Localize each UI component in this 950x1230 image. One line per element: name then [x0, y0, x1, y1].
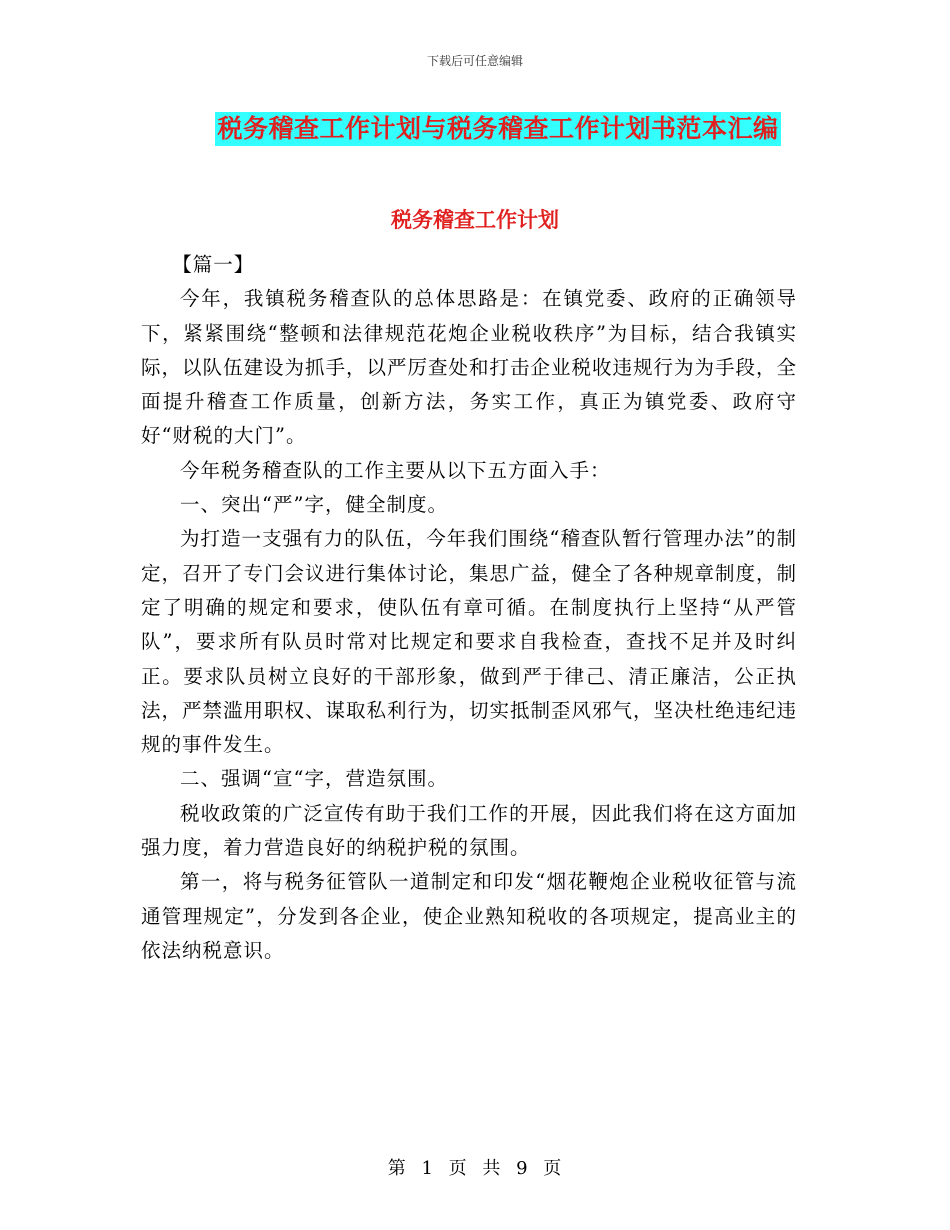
paragraph: 第一，将与税务征管队一道制定和印发“烟花鞭炮企业税收征管与流通管理规定”，分发到各企业，使企业熟知税收的各项规定，提高业主的依法纳税意识。: [141, 870, 797, 962]
page-footer: [0, 1154, 950, 1180]
header-note: 下载后可任意编辑: [426, 54, 523, 68]
paragraph: 今年税务稽查队的工作主要从以下五方面入手：: [180, 458, 611, 482]
total-page-number: 9: [516, 1158, 529, 1179]
body-text: [141, 248, 797, 968]
footer-prefix: 第: [387, 1158, 407, 1179]
current-page-number: 1: [421, 1158, 434, 1179]
paragraph: 税收政策的广泛宣传有助于我们工作的开展，因此我们将在这方面加强力度，着力营造良好的纳税护税的氛围。: [141, 801, 797, 860]
heading-point-one: 一、突出“严”字，健全制度。: [180, 493, 448, 517]
footer-suffix: 页: [543, 1158, 563, 1179]
section-title: 税务稽查工作计划: [391, 208, 559, 232]
main-title: 税务稽查工作计划与税务稽查工作计划书范本汇编: [215, 112, 780, 146]
paragraph: 为打造一支强有力的队伍，今年我们围绕“稽查队暂行管理办法”的制定，召开了专门会议进行集体讨论，集思广益，健全了各种规章制度，制定了明确的规定和要求，使队伍有章可循。在制度执行上坚持“从严管队”，要求所有队员时常对比规定和要求自我检查，查找不足并及时纠正。要求队员树立良好的干部形象，做到严于律己、清正廉洁，公正执法，严禁滥用职权、谋取私利行为，切实抵制歪风邪气，坚决杜绝违纪违规的事件发生。: [141, 527, 798, 757]
heading-point-two: 二、强调“宣“字，营造氛围。: [180, 767, 448, 791]
section-tag: 【篇一】: [172, 253, 255, 276]
footer-page-word: 页: [448, 1158, 468, 1179]
paragraph: 今年，我镇税务稽查队的总体思路是：在镇党委、政府的正确领导下，紧紧围绕“整顿和法律规范花炮企业税收秩序”为目标，结合我镇实际，以队伍建设为抓手，以严厉查处和打击企业税收违规行为为手段，全面提升稽查工作质量，创新方法，务实工作，真正为镇党委、政府守好“财税的大门”。: [141, 287, 798, 448]
main-title-container: [0, 112, 950, 146]
footer-total-word: 共: [482, 1158, 502, 1179]
